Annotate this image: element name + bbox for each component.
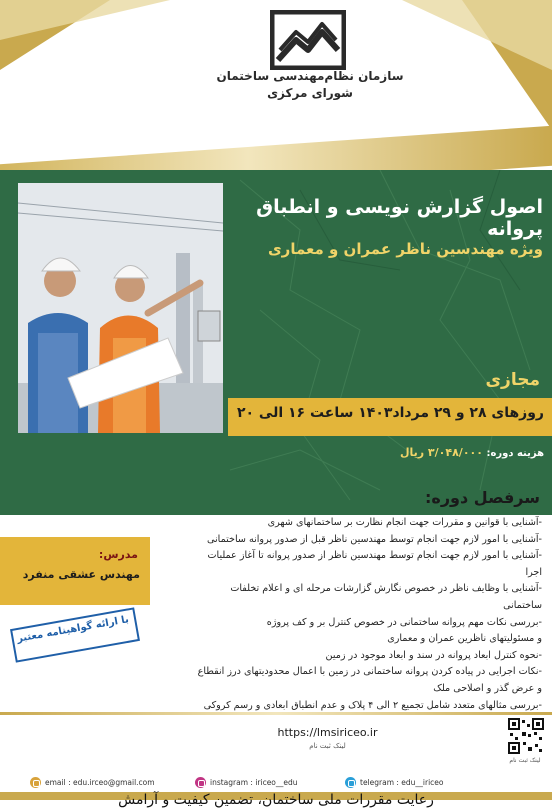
email-text: email : edu.irceo@gmail.com: [45, 777, 155, 787]
syllabus-item: -نحوه کنترل ابعاد پروانه در سند و ابعاد موجود در زمین: [325, 649, 542, 661]
telegram-contact[interactable]: [345, 775, 444, 789]
organization-line2: شورای مرکزی: [267, 86, 353, 100]
qr-label: لینک ثبت نام: [509, 757, 541, 764]
organization-line1: سازمان نظام‌مهندسی ساختمان: [216, 69, 404, 83]
course-title: اصول گزارش نویسی و انطباق پروانه: [256, 196, 543, 240]
engineers-illustration: [18, 183, 223, 433]
tagline: رعایت مقررات ملی ساختمان، تضمین کیفیت و آرامش: [118, 792, 434, 808]
instagram-contact[interactable]: [195, 775, 298, 789]
footer-divider: [0, 712, 552, 715]
organization-logo: [270, 10, 346, 70]
engineers-photo: [18, 183, 223, 433]
organization-name: [200, 68, 420, 102]
instagram-icon: [195, 777, 206, 788]
decorative-light-gold-corner-left: [0, 0, 170, 40]
instructor-name: مهندس عشقی منفرد: [22, 568, 140, 581]
course-mode: مجازی: [485, 370, 540, 390]
registration-url[interactable]: https://lmsiriceo.ir: [277, 726, 378, 739]
email-icon: [30, 777, 41, 788]
telegram-text: telegram : edu__iriceo: [360, 777, 444, 787]
course-dates: روزهای ۲۸ و ۲۹ مرداد۱۴۰۳ ساعت ۱۶ الی ۲۰: [236, 405, 544, 421]
syllabus-title: سرفصل دوره:: [425, 488, 540, 507]
syllabus-item: -آشنایی با امور لازم جهت انجام توسط مهندسین ناظر قبل از صدور پروانه ساختمانی: [206, 533, 542, 545]
syllabus-list: [190, 515, 542, 714]
syllabus-item: -بررسی نکات مهم پروانه ساختمانی در خصوص کنترل بر و کف پروژه: [266, 616, 542, 628]
syllabus-item: -آشنایی با قوانین و مقررات جهت انجام نظارت بر ساختمانهای شهری: [267, 517, 542, 528]
course-fee: [250, 446, 544, 459]
fee-label: هزینه دوره:: [486, 448, 544, 459]
qr-code-icon[interactable]: [508, 718, 544, 754]
fee-value: ۳/۰۴۸/۰۰۰ ریال: [399, 446, 483, 459]
syllabus-item: و عرض گذر و اصلاحی ملک: [433, 682, 542, 694]
instagram-text: instagram : iriceo__edu: [210, 777, 298, 787]
course-subtitle: ویژه مهندسین ناظر عمران و معماری: [267, 240, 543, 258]
registration-link-label: لینک ثبت نام: [309, 742, 346, 750]
syllabus-item: -بررسی مثالهای متعدد شامل تجمیع ۲ الی ۴ پلاک و عدم انطباق ابعادی و رسم کروکی: [203, 699, 542, 711]
syllabus-item: و مسئولیتهای ناظرین عمران و معماری: [387, 633, 542, 645]
syllabus-item: -آشنایی با امور لازم جهت انجام توسط مهندسین ناظر از صدور پروانه تا آغاز عملیات اجرا: [207, 550, 542, 578]
decorative-light-gold-corner-right: [402, 0, 552, 70]
syllabus-item: -آشنایی با وظایف ناظر در خصوص نگارش گزارشات مرحله ای و اعلام تخلفات ساختمانی: [230, 583, 542, 611]
email-contact[interactable]: [30, 775, 155, 789]
instructor-label: مدرس:: [98, 548, 138, 561]
certificate-stamp-text: با ارائه گواهینامه معتبر: [16, 614, 130, 645]
syllabus-item: -نکات اجرایی در پیاده کردن پروانه ساختمانی در زمین با اعمال محدودیتهای درز انقطاع: [197, 666, 542, 678]
telegram-icon: [345, 777, 356, 788]
